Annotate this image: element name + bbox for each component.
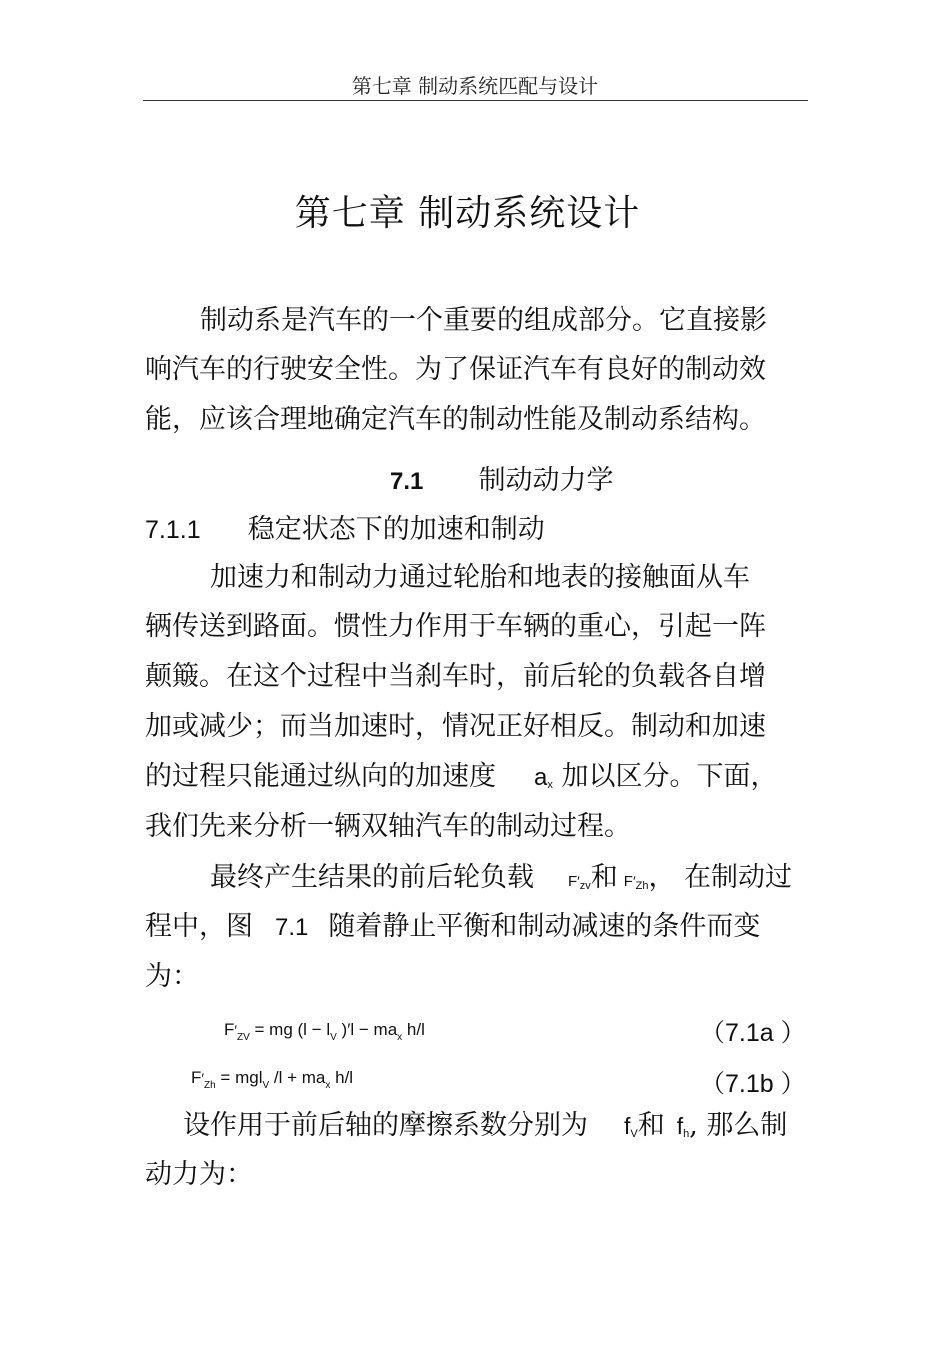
intro-line-2: 响汽车的行驶安全性。为了保证汽车有良好的制动效 (145, 354, 766, 385)
para3-line-1-tail: , 那么制 (689, 1110, 788, 1141)
accel-variable: a (534, 764, 548, 791)
para3-and: 和 (637, 1110, 665, 1141)
para2-line-2-a: 程中，图 (145, 911, 253, 942)
eq1-rhs-sub: V (330, 1032, 337, 1043)
eq2-rhs: = mgl (220, 1068, 263, 1087)
eq1-rhs2: )′l − ma (341, 1020, 398, 1039)
chapter-title: 第七章 制动系统设计 (294, 193, 641, 234)
para1-line-2: 辆传送到路面。惯性力作用于车辆的重心，引起一阵 (145, 611, 766, 642)
accel-subscript: x (547, 779, 553, 791)
para1-line-1: 加速力和制动力通过轮胎和地表的接触面从车 (210, 562, 750, 593)
fv-subscript: V (630, 1128, 638, 1140)
para1-line-6: 我们先来分析一辆双轴汽车的制动过程。 (145, 811, 631, 842)
figure-ref: 7.1 (275, 914, 309, 941)
fzh-variable: F (623, 873, 633, 890)
para3-line-2: 动力为： (145, 1159, 253, 1190)
eq1-rhs2-sub: x (397, 1032, 403, 1043)
running-header: 第七章 制动系统匹配与设计 (351, 74, 599, 98)
para2-line-3: 为： (145, 961, 199, 992)
eq1-lhs-sub: ZV (237, 1032, 250, 1043)
para1-line-5 (145, 763, 777, 799)
header-rule (143, 100, 808, 101)
eq2-prime: ′ (201, 1070, 205, 1086)
fzh-subscript: Zh (635, 880, 649, 892)
subsection-title: 稳定状态下的加速和制动 (247, 514, 545, 545)
para2-line-1-text: 最终产生结果的前后轮负载 (210, 862, 534, 893)
fzh-prime: ′ (632, 873, 636, 889)
para1-line-5-text: 的过程只能通过纵向的加速度 (145, 761, 496, 792)
intro-line-3: 能，应该合理地确定汽车的制动性能及制动系结构。 (145, 404, 766, 435)
eq2-rhs2: /l + ma (273, 1068, 326, 1087)
equation-number-7-1b: （7.1b ） (700, 1070, 806, 1098)
equation-7-1b (191, 1068, 353, 1091)
equation-7-1a (224, 1020, 425, 1043)
para3-line-1-text: 设作用于前后轴的摩擦系数分别为 (183, 1110, 588, 1141)
fzv-variable: F (568, 873, 578, 890)
equation-number-7-1a: （7.1a ） (700, 1019, 806, 1047)
fh-variable: f (676, 1113, 684, 1139)
fzv-prime: ′ (577, 873, 580, 889)
eq2-rhs-sub: V (262, 1080, 270, 1091)
para1-line-4: 加或减少；而当加速时，情况正好相反。制动和加速 (145, 711, 766, 742)
eq2-rhs2-sub: x (325, 1080, 331, 1091)
eq2-lhs-sub: Zh (204, 1080, 216, 1091)
eq1-rhs: = mg (l − l (254, 1020, 331, 1039)
eq1-lhs: F (224, 1020, 235, 1039)
subsection-number: 7.1.1 (145, 516, 201, 544)
para2-line-2 (145, 913, 760, 941)
fh-subscript: h (683, 1128, 690, 1140)
para1-line-5-tail: 加以区分。下面， (561, 761, 778, 792)
para2-line-1 (210, 864, 792, 900)
and-word: 和 (590, 862, 618, 893)
para1-line-3: 颠簸。在这个过程中当刹车时，前后轮的负载各自增 (145, 661, 766, 692)
eq2-lhs: F (191, 1068, 202, 1087)
fv-variable: f (624, 1113, 631, 1139)
intro-line-1: 制动系是汽车的一个重要的组成部分。它直接影 (200, 305, 767, 336)
section-number: 7.1 (390, 468, 424, 495)
subsection-heading (145, 516, 545, 544)
fzv-subscript: zv (579, 880, 591, 892)
para2-line-2-b: 随着静止平衡和制动减速的条件而变 (328, 911, 761, 942)
eq1-rhs3: h/l (406, 1020, 425, 1039)
eq1-prime: ′ (234, 1022, 238, 1038)
section-title: 制动动力学 (478, 465, 614, 496)
section-heading (390, 467, 614, 495)
para2-line-1-tail: ， 在制动过 (648, 862, 793, 893)
para3-line-1 (183, 1112, 787, 1148)
eq2-rhs3: h/l (335, 1068, 354, 1087)
